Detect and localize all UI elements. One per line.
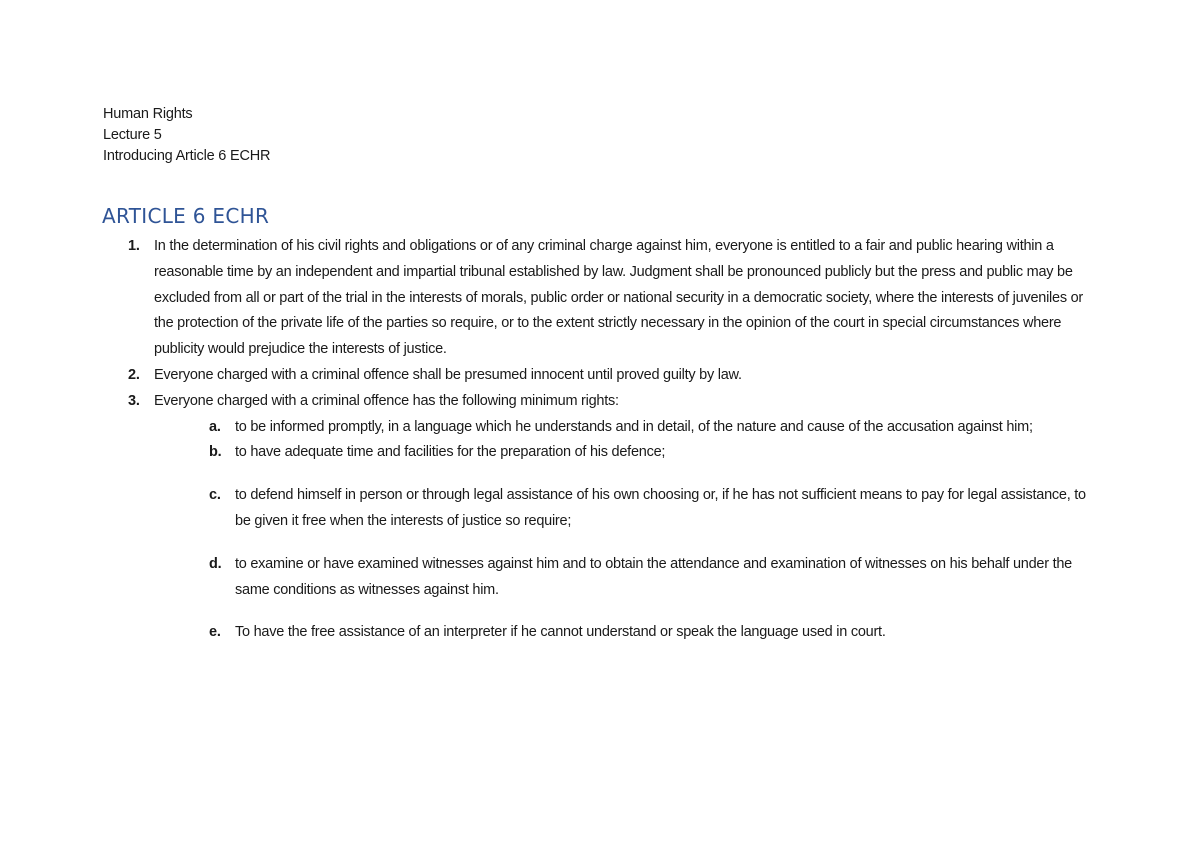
subitem-letter: a. [209, 418, 221, 435]
article-heading: ARTICLE 6 ECHR [102, 204, 270, 228]
document-header [103, 104, 270, 167]
paragraph-number: 2. [128, 366, 140, 383]
minimum-right-a [209, 415, 1100, 441]
subitem-text: to have adequate time and facilities for the preparation of his defence; [235, 444, 666, 461]
paragraph-number: 1. [128, 238, 140, 254]
course-title: Human Rights [103, 106, 193, 122]
subitem-text: To have the free assistance of an interpreter if he cannot understand or speak the language used in court. [235, 624, 886, 641]
paragraph-text: Everyone charged with a criminal offence shall be presumed innocent until proved guilty by law. [154, 366, 742, 383]
subitem-text: to defend himself in person or through legal assistance of his own choosing or, if he has not sufficient means to pay for legal assistance, to be given it free when the interests of justice so require; [235, 487, 1086, 529]
paragraph-text: Everyone charged with a criminal offence has the following minimum rights: [154, 392, 619, 409]
paragraph-number: 3. [128, 392, 140, 409]
minimum-right-e [209, 620, 1100, 646]
article-paragraph-1 [0, 234, 1104, 363]
subitem-letter: c. [209, 487, 221, 504]
minimum-right-c [209, 483, 1100, 535]
subitem-text: to examine or have examined witnesses against him and to obtain the attendance and examination of witnesses on his behalf under the same conditions as witnesses against him. [235, 555, 1072, 598]
minimum-right-d [209, 552, 1100, 604]
article-paragraph-list [0, 234, 1200, 646]
subitem-text: to be informed promptly, in a language which he understands and in detail, of the nature and cause of the accusation against him; [235, 418, 1033, 435]
minimum-rights-list [154, 415, 1104, 647]
article-paragraph-3 [0, 389, 1104, 646]
article-paragraph-2 [0, 363, 1104, 389]
lecture-topic: Introducing Article 6 ECHR [103, 148, 271, 164]
lecture-number: Lecture 5 [103, 127, 162, 143]
minimum-right-b [209, 440, 1100, 466]
subitem-letter: b. [209, 444, 222, 461]
subitem-letter: d. [209, 555, 222, 572]
subitem-letter: e. [209, 624, 221, 641]
paragraph-text: In the determination of his civil rights and obligations or of any criminal charge against him, everyone is entitled to a fair and public hearing within a reasonable time by an independent and impartial tribunal established by law. Judgment shall be pronounced publicly but the press and public may be excluded from all or part of the trial in the interests of morals, public order or national security in a democratic society, where the interests of juveniles or the protection of the private life of the parties so require, or to the extent strictly necessary in the opinion of the court in special circumstances where publicity would prejudice the interests of justice. [154, 238, 1084, 358]
